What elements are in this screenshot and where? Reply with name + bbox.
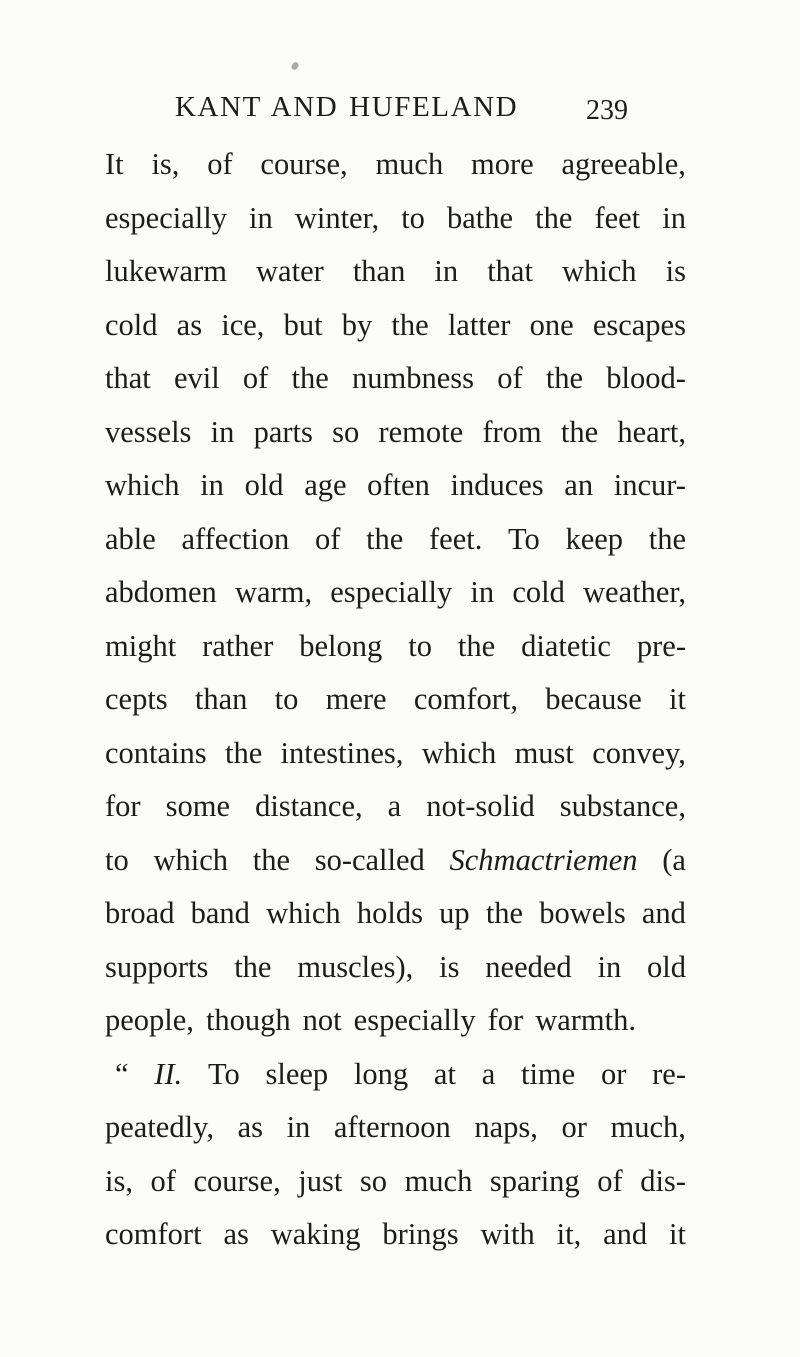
word: just [298,1163,343,1198]
word: muscles), [297,949,414,984]
word: and [603,1217,648,1251]
word: convey, [592,735,686,770]
word: agreeable, [561,147,686,181]
word: belong [299,628,383,663]
body-text [105,138,686,1262]
word: brings [382,1217,459,1251]
word: it [669,1217,686,1251]
word: so [332,414,360,449]
word: feet [594,200,641,235]
word: long [353,1056,409,1091]
word: lukewarm [105,254,227,288]
word: so [359,1163,388,1198]
word: often [367,468,430,502]
word: To [208,1056,240,1091]
word: rather [202,628,274,663]
word: than [352,254,406,288]
word: especially [353,1003,476,1037]
word: an [564,468,594,502]
word: course, [260,147,348,181]
word: It [105,147,124,181]
word: bathe [447,200,514,235]
word: as [176,307,203,342]
print-speck [290,61,300,71]
word: not-solid [426,789,535,823]
word: “ [115,1056,129,1091]
word: which [421,735,497,770]
word: for [487,1003,524,1037]
word: old [647,949,686,984]
word: especially [330,575,453,609]
word: cepts [105,682,168,716]
word: a [481,1056,496,1091]
word: a [387,789,402,823]
word: is [665,254,686,288]
word: course, [193,1163,281,1198]
word: bowels [539,896,626,930]
text-line [105,1208,686,1262]
word: weather, [583,575,686,609]
word: keep [565,521,624,556]
word: to [274,682,299,716]
word: induces [450,468,544,502]
word: II. [154,1056,183,1091]
word: in [470,575,495,609]
text-line [105,727,686,781]
word: the [291,361,329,395]
word: of [207,147,233,181]
word: by [341,307,373,342]
word: sparing [489,1163,580,1198]
word: age [304,468,347,502]
word: waking [270,1217,361,1251]
text-line [105,1101,686,1155]
word: parts [253,414,313,449]
word: the [234,949,272,984]
word: but [283,307,323,342]
word: the [224,735,263,770]
word: comfort [105,1217,202,1251]
word: abdomen [105,575,217,609]
page-header [0,90,800,130]
word: broad [105,896,175,930]
word: with [480,1217,535,1251]
word: the [391,307,429,342]
word: and [641,896,686,930]
word: latter [447,307,511,342]
word: escapes [592,307,686,342]
word: pre- [636,628,686,663]
text-line [105,459,686,513]
word: sleep [265,1056,329,1091]
word: ice, [221,307,265,342]
word: afternoon [333,1110,451,1144]
text-line [105,245,686,299]
text-line [105,620,686,674]
word: needed [485,949,572,984]
running-head-title: KANT AND HUFELAND [175,91,519,123]
word: though [205,1003,291,1037]
word: to [401,200,425,235]
word: in [662,200,686,235]
word: holds [356,896,423,930]
word: of [497,361,523,395]
word: cold [105,307,158,342]
word: that [105,361,151,395]
word: heart, [617,414,686,449]
word: feet. [429,521,483,556]
word: the [252,842,290,877]
word: people, [105,1003,194,1037]
word: not [302,1003,342,1037]
word: or [561,1110,587,1144]
word: naps, [474,1110,538,1144]
word: the [457,628,496,663]
word: much, [610,1110,686,1144]
word: which [105,468,180,502]
word: numbness [352,361,474,395]
word: intestines, [280,735,404,770]
word: mere [325,682,387,716]
word: than [194,682,248,716]
word: more [471,147,534,181]
word: dis- [640,1163,686,1198]
word: comfort, [413,682,519,716]
word: contains [105,735,207,770]
word: the [545,361,584,395]
word: in [286,1110,311,1144]
word: it [669,682,686,716]
word: is, [151,147,180,181]
word: distance, [255,789,363,823]
word: is, [105,1163,133,1198]
word: in [210,414,235,449]
word: peatedly, [105,1110,214,1144]
word: Schmactriemen [449,842,638,877]
word: warmth. [535,1003,636,1037]
word: in [597,949,622,984]
text-line [105,352,686,406]
word: substance, [559,789,686,823]
word: at [433,1056,456,1091]
text-line [105,138,686,192]
word: the [560,414,599,449]
text-line [105,406,686,460]
word: as [223,1217,249,1251]
word: it, [556,1217,582,1251]
word: diatetic [521,628,611,663]
word: affection [181,521,290,556]
word: remote [378,414,464,449]
word: winter, [294,200,380,235]
word: especially [105,200,227,235]
word: or [600,1056,627,1091]
word: time [520,1056,576,1091]
word: might [105,628,177,663]
text-line [105,994,686,1048]
page-number: 239 [586,95,628,126]
text-line [105,1155,686,1209]
word: evil [173,361,220,395]
word: blood- [606,361,686,395]
word: vessels [105,414,192,449]
word: warm, [235,575,313,609]
word: of [150,1163,176,1198]
word: the [648,521,686,556]
word: band [190,896,250,930]
word: much [404,1163,473,1198]
word: because [545,682,642,716]
word: old [244,468,284,502]
text-line [105,566,686,620]
text-line [105,887,686,941]
word: one [529,307,574,342]
word: to [105,842,129,877]
word: much [375,147,444,181]
word: in [434,254,459,288]
word: supports [105,949,209,984]
word: is [439,949,460,984]
word: which [266,896,341,930]
word: of [242,361,269,395]
word: which [153,842,228,877]
word: re- [652,1056,686,1091]
text-line [105,1048,686,1102]
word: the [535,200,573,235]
word: so-called [314,842,425,877]
word: the [366,521,404,556]
word: water [256,254,324,288]
text-line [105,834,686,888]
word: as [237,1110,263,1144]
word: must [514,735,574,770]
text-line [105,192,686,246]
text-line [105,941,686,995]
word: able [105,521,156,556]
word: cold [512,575,565,609]
word: up [439,896,470,930]
text-line [105,513,686,567]
word: from [482,414,542,449]
text-line [105,673,686,727]
word: of [597,1163,623,1198]
text-line [105,780,686,834]
word: which [562,254,637,288]
word: in [200,468,224,502]
word: of [314,521,341,556]
word: To [508,521,540,556]
word: in [249,200,273,235]
word: to [408,628,432,663]
text-line [105,299,686,353]
word: for [105,789,141,823]
word: some [165,789,231,823]
word: (a [662,842,686,877]
word: incur- [613,468,686,502]
word: the [485,896,524,930]
word: that [487,254,533,288]
